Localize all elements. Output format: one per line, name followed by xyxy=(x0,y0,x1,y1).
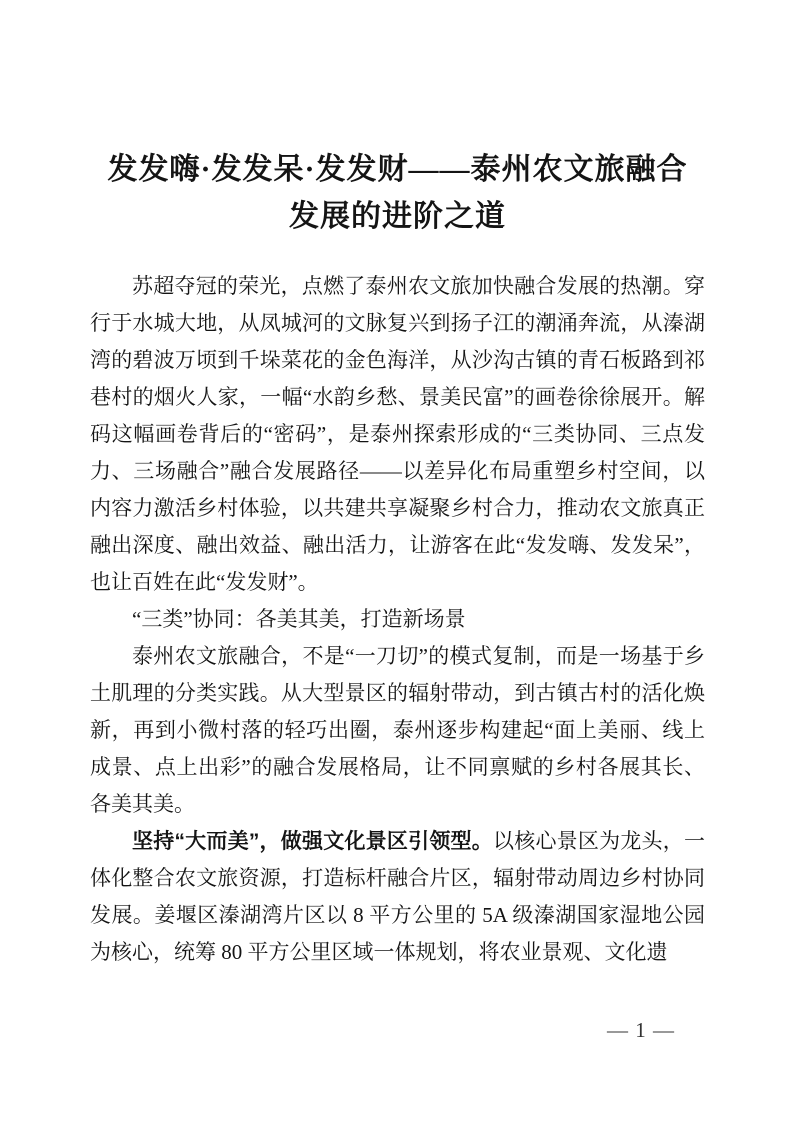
section-heading-three-types: “三类”协同：各美其美，打造新场景 xyxy=(132,607,466,631)
paragraph-intro: 苏超夺冠的荣光，点燃了泰州农文旅加快融合发展的热潮。穿行于水城大地，从凤城河的文脉复兴到扬子江的潮涌奔流，从溱湖湾的碧波万顷到千垛菜花的金色海洋，从沙沟古镇的青石板路到祁巷村的烟火人家，一幅“水韵乡愁、景美民富”的画卷徐徐展开。解码这幅画卷背后的“密码”，是泰州探索形成的“三类协同、三点发力、三场融合”融合发展路径——以差异化布局重塑乡村空间，以内容力激活乡村体验，以共建共享凝聚乡村合力，推动农文旅真正融出深度、融出效益、融出活力，让游客在此“发发嗨、发发呆”，也让百姓在此“发发财”。 xyxy=(90,274,705,594)
paragraph-classification-practice: 泰州农文旅融合，不是“一刀切”的模式复制，而是一场基于乡土肌理的分类实践。从大型景区的辐射带动，到古镇古村的活化焕新，再到小微村落的轻巧出圈，泰州逐步构建起“面上美丽、线上成景、点上出彩”的融合发展格局，让不同禀赋的乡村各展其长、各美其美。 xyxy=(90,644,705,816)
paragraph-body-text: 以核心景区为龙头，一体化整合农文旅资源，打造标杆融合片区，辐射带动周边乡村协同发展。姜堰区溱湖湾片区以 8 平方公里的 5A 级溱湖国家湿地公园为核心，统筹 80 平方公里区域一体规划，将农业景观、文化遗 xyxy=(90,829,705,964)
paragraph-bold-lead: 坚持“大而美”，做强文化景区引领型。 xyxy=(132,830,493,853)
document-body xyxy=(90,268,705,971)
paragraph-scenic-area-leadership xyxy=(90,823,705,971)
page-number: — 1 — xyxy=(607,1018,675,1042)
document-title-line-2: 发展的进阶之道 xyxy=(289,200,506,233)
document-title-line-1: 发发嗨·发发呆·发发财——泰州农文旅融合 xyxy=(107,153,688,186)
document-title xyxy=(90,146,705,240)
